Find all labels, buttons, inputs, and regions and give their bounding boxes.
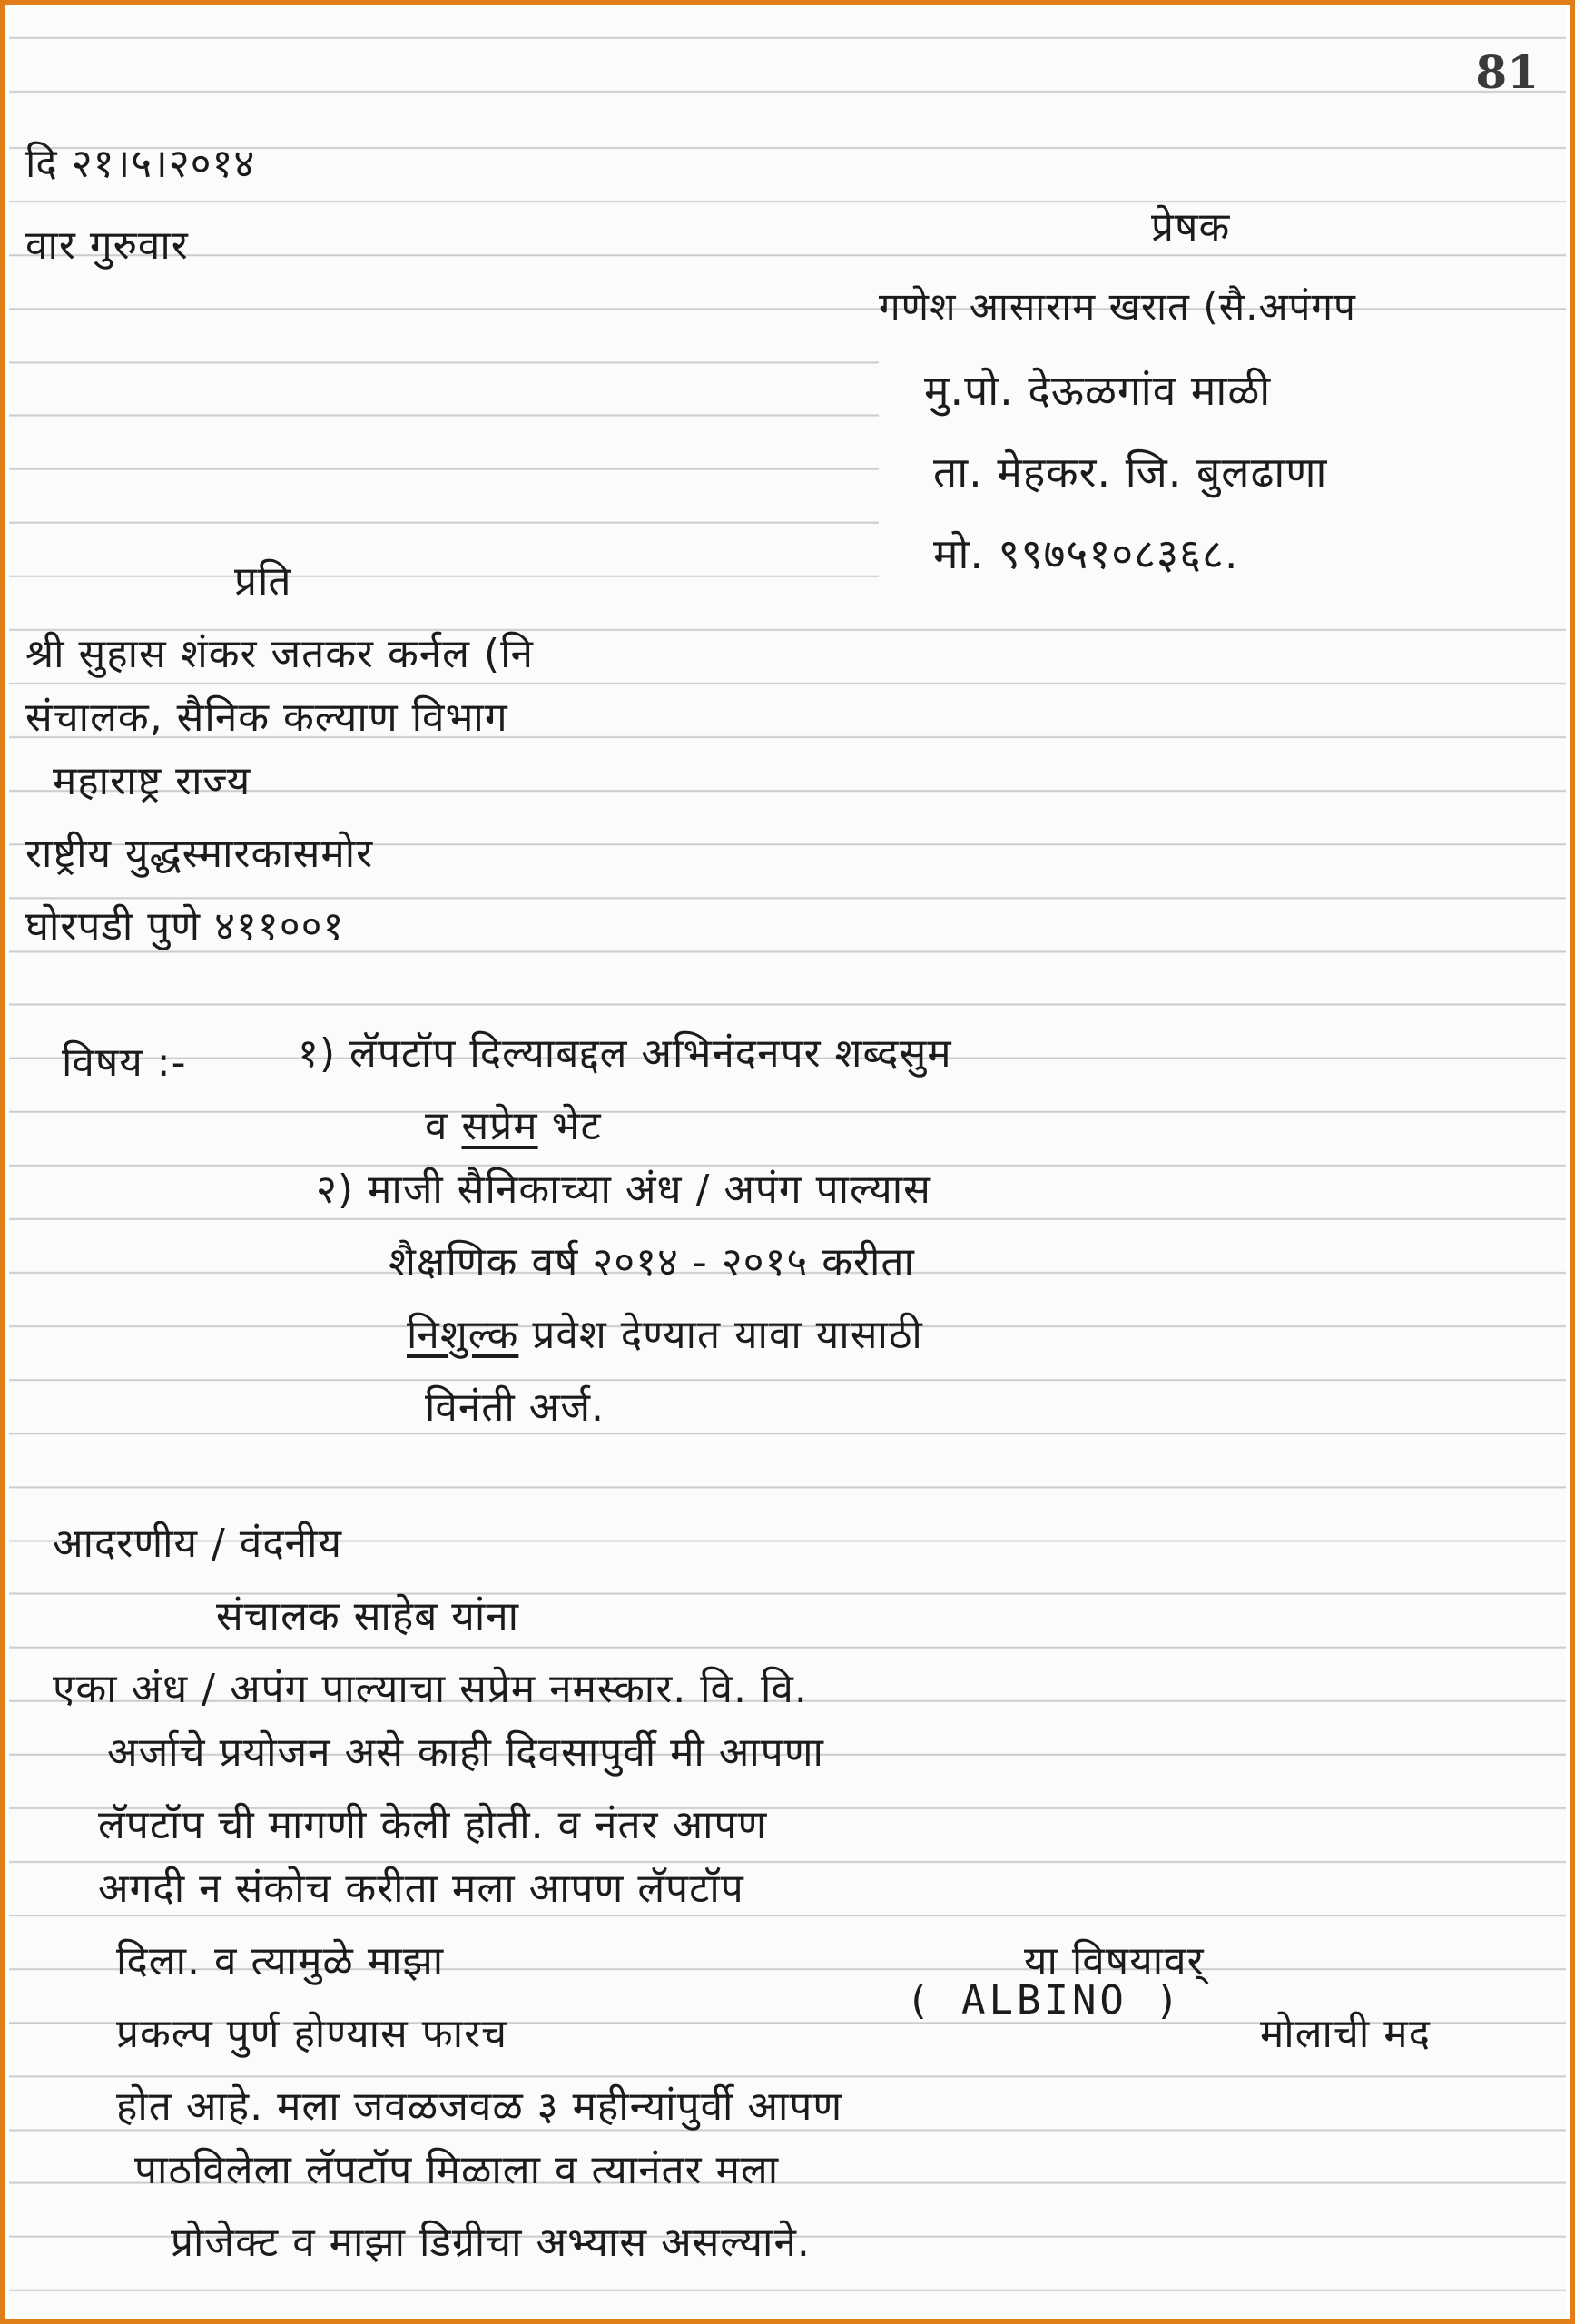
subject-underlined-word: निशुल्क [407, 1312, 519, 1358]
body-line: लॅपटॉप ची मागणी केली होती. व नंतर आपण [98, 1802, 768, 1848]
recipient-line: घोरपडी पुणे ४११००१ [25, 903, 345, 950]
body-line-tail: या विषयावर् [1024, 1938, 1205, 1984]
subject-item-1: १) लॅपटॉप दिल्याबद्दल अभिनंदनपर शब्दसुम [298, 1030, 952, 1077]
albino-insert: ( ALBINO ) [906, 1977, 1183, 2024]
subject-text: व [425, 1103, 448, 1149]
recipient-line: संचालक, सैनिक कल्याण विभाग [25, 694, 508, 741]
salutation-line-1: आदरणीय / वंदनीय [53, 1521, 343, 1567]
body-line: एका अंध / अपंग पाल्याचा सप्रेम नमस्कार. वि. वि. [53, 1666, 808, 1712]
letter-page [9, 9, 1566, 2315]
page-number: 81 [1475, 45, 1539, 99]
letter-day: वार गुरुवार [25, 222, 189, 269]
subject-item-2: २) माजी सैनिकाच्या अंध / अपंग पाल्यास [316, 1167, 931, 1213]
subject-item-2-continued: शैक्षणिक वर्ष २०१४ - २०१५ करीता [389, 1239, 915, 1285]
subject-item-2-continued [407, 1305, 923, 1360]
body-line: प्रकल्प पुर्ण होण्यास फारच [116, 2011, 508, 2057]
subject-text: प्रवेश देण्यात यावा यासाठी [532, 1312, 923, 1358]
sender-address-line-2: ता. मेहकर. जि. बुलढाणा [933, 448, 1328, 497]
body-line-tail: मोलाची मद [1260, 2011, 1431, 2057]
recipient-line: राष्ट्रीय युद्धस्मारकासमोर [25, 831, 374, 877]
letter-date: दि २१।५।२०१४ [25, 141, 256, 187]
body-line: अर्जाचे प्रयोजन असे काही दिवसापुर्वी मी आपणा [107, 1729, 824, 1776]
subject-text: भेट [551, 1103, 602, 1149]
body-line: पाठविलेला लॅपटॉप मिळाला व त्यानंतर मला [134, 2147, 780, 2193]
salutation-line-2: संचालक साहेब यांना [216, 1593, 520, 1640]
sender-phone: मो. ९९७५१०८३६८. [933, 529, 1239, 578]
recipient-heading: प्रति [234, 558, 292, 605]
body-line: अगदी न संकोच करीता मला आपण लॅपटॉप [98, 1866, 744, 1912]
sender-address-line-1: मु.पो. देऊळगांव माळी [924, 366, 1272, 415]
recipient-line: श्री सुहास शंकर जतकर कर्नल (नि [25, 631, 534, 677]
subject-label: विषय :- [62, 1039, 187, 1086]
subject-underlined-word: सप्रेम [461, 1103, 538, 1149]
sender-heading: प्रेषक [1151, 204, 1231, 251]
subject-item-1-continued [425, 1097, 602, 1151]
body-line: प्रोजेक्ट व माझा डिग्रीचा अभ्यास असल्याने. [171, 2220, 811, 2266]
sender-name: गणेश आसाराम खरात (सै.अपंगप [879, 284, 1356, 329]
body-line: दिला. व त्यामुळे माझा [116, 1938, 445, 1984]
body-line: होत आहे. मला जवळजवळ ३ महीन्यांपुर्वी आपण [116, 2083, 843, 2130]
recipient-line: महाराष्ट्र राज्य [53, 758, 251, 804]
subject-item-2-continued: विनंती अर्ज. [425, 1384, 605, 1431]
